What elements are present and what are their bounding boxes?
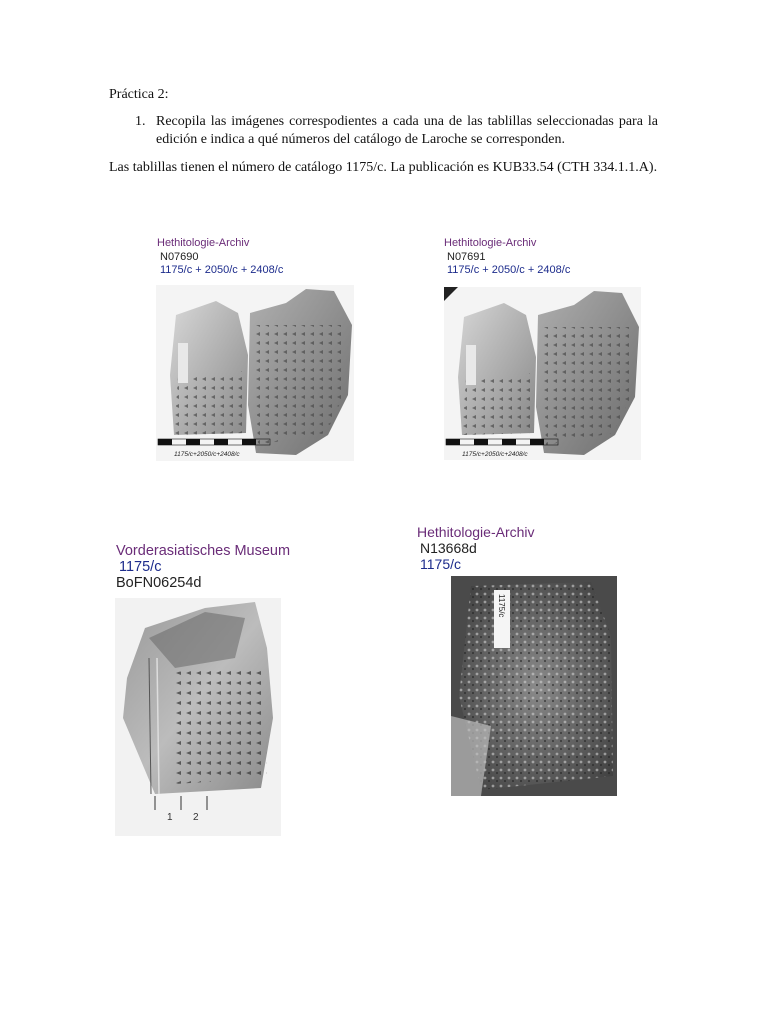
tablet-photo-2 (444, 287, 641, 460)
catalog-number: 1175/c + 2050/c + 2408/c (447, 264, 571, 276)
archive-name: Hethitologie-Archiv (444, 237, 537, 249)
inventory-number: N07691 (447, 250, 486, 263)
archive-name: Vorderasiatisches Museum (116, 543, 291, 559)
task-number: 1. (135, 114, 146, 129)
inventory-number: N13668d (420, 540, 477, 556)
catalog-number: BoFN06254d (116, 575, 202, 591)
archive-name: Hethitologie-Archiv (417, 524, 535, 540)
task-text: Recopila las imágenes correspodientes a cada una de las tablillas seleccionadas para la edición e indica a qué números del catálogo de Laroche se corresponden. (156, 114, 658, 147)
figure-3-caption (116, 543, 290, 591)
scale-label: 1 (167, 812, 173, 823)
catalog-note: Las tablillas tienen el número de catálogo 1175/c. La publicación es KUB33.54 (CTH 334.1.1.A). (109, 160, 658, 175)
figure-1-caption (157, 237, 283, 278)
inventory-number: 1175/c (119, 559, 162, 575)
catalog-number: 1175/c (420, 556, 461, 572)
scale-label: 2 (193, 812, 199, 823)
catalog-number: 1175/c + 2050/c + 2408/c (160, 264, 284, 276)
tablet-photo-4 (451, 576, 617, 796)
photo-label: 1175/c+2050/c+2408/c (174, 451, 240, 458)
tablet-photo-3 (115, 598, 281, 836)
archive-name: Hethitologie-Archiv (157, 237, 250, 249)
figure-2-caption (444, 237, 570, 278)
photo-label: 1175/c+2050/c+2408/c (462, 451, 528, 458)
tablet-photo-1 (156, 285, 354, 461)
inventory-number: N07690 (160, 250, 199, 263)
page-heading: Práctica 2: (109, 87, 169, 102)
figure-4-caption (417, 524, 535, 572)
photo-label: 1175/c (497, 594, 506, 618)
